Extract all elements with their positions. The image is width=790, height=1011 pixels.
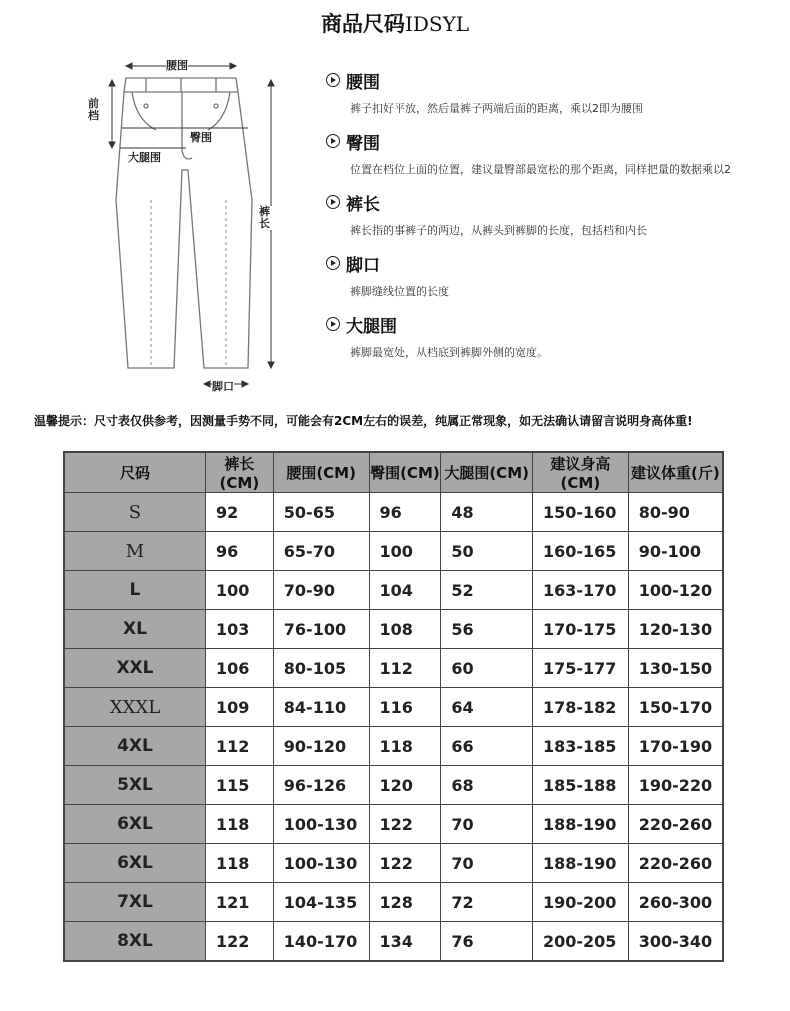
table-row <box>64 805 723 844</box>
guide-title: 大腿围 <box>346 316 397 337</box>
table-cell: 48 <box>441 493 533 532</box>
diagram-label-thigh: 大腿围 <box>128 151 161 164</box>
table-cell: 60 <box>441 649 533 688</box>
table-cell: 120 <box>369 766 441 805</box>
table-cell: 112 <box>369 649 441 688</box>
size-cell: XL <box>64 610 205 649</box>
table-cell: 64 <box>441 688 533 727</box>
column-header: 腰围(CM) <box>273 452 369 493</box>
table-cell: 92 <box>205 493 273 532</box>
table-row <box>64 571 723 610</box>
table-cell: 70 <box>441 805 533 844</box>
page-title <box>0 8 790 38</box>
table-row <box>64 649 723 688</box>
table-cell: 103 <box>205 610 273 649</box>
table-cell: 175-177 <box>533 649 629 688</box>
table-cell: 188-190 <box>533 805 629 844</box>
table-row <box>64 883 723 922</box>
pants-diagram <box>76 50 296 400</box>
size-cell: S <box>64 493 205 532</box>
size-cell: 6XL <box>64 805 205 844</box>
guide-title: 腰围 <box>346 72 380 93</box>
table-cell: 120-130 <box>628 610 723 649</box>
table-cell: 52 <box>441 571 533 610</box>
table-cell: 163-170 <box>533 571 629 610</box>
table-cell: 150-170 <box>628 688 723 727</box>
guide-description: 裤长指的事裤子的两边，从裤头到裤脚的长度，包括档和内长 <box>350 224 647 237</box>
table-cell: 65-70 <box>273 532 369 571</box>
size-cell: 7XL <box>64 883 205 922</box>
table-cell: 118 <box>369 727 441 766</box>
table-cell: 170-190 <box>628 727 723 766</box>
diagram-label-hip: 臀围 <box>190 131 212 144</box>
table-cell: 183-185 <box>533 727 629 766</box>
table-cell: 220-260 <box>628 805 723 844</box>
table-cell: 118 <box>205 805 273 844</box>
table-cell: 130-150 <box>628 649 723 688</box>
column-header: 建议身高(CM) <box>533 452 629 493</box>
table-cell: 122 <box>205 922 273 962</box>
diagram-label-leg-opening: 脚口 <box>212 380 234 393</box>
guide-section <box>326 251 776 299</box>
table-cell: 121 <box>205 883 273 922</box>
column-header: 尺码 <box>64 452 205 493</box>
size-cell: XXXL <box>64 688 205 727</box>
guide-title: 裤长 <box>346 194 380 215</box>
table-cell: 190-200 <box>533 883 629 922</box>
table-cell: 100 <box>369 532 441 571</box>
size-cell: L <box>64 571 205 610</box>
column-header: 臀围(CM) <box>369 452 441 493</box>
table-cell: 70 <box>441 844 533 883</box>
table-row <box>64 922 723 962</box>
size-cell: 8XL <box>64 922 205 962</box>
table-cell: 56 <box>441 610 533 649</box>
guide-description: 裤脚最宽处，从档底到裤脚外侧的宽度。 <box>350 346 548 359</box>
table-cell: 100-120 <box>628 571 723 610</box>
guide-title: 脚口 <box>346 255 380 276</box>
table-cell: 100-130 <box>273 805 369 844</box>
guide-section <box>326 190 776 238</box>
table-cell: 116 <box>369 688 441 727</box>
table-cell: 220-260 <box>628 844 723 883</box>
play-circle-icon <box>326 134 340 148</box>
table-cell: 150-160 <box>533 493 629 532</box>
table-row <box>64 688 723 727</box>
diagram-label-front-rise: 前 档 <box>88 98 102 122</box>
table-cell: 76 <box>441 922 533 962</box>
play-circle-icon <box>326 73 340 87</box>
table-cell: 96 <box>369 493 441 532</box>
table-cell: 122 <box>369 805 441 844</box>
title-text: 商品尺码 <box>320 12 405 36</box>
table-cell: 160-165 <box>533 532 629 571</box>
size-cell: 5XL <box>64 766 205 805</box>
table-cell: 178-182 <box>533 688 629 727</box>
table-cell: 260-300 <box>628 883 723 922</box>
table-cell: 188-190 <box>533 844 629 883</box>
size-cell: 4XL <box>64 727 205 766</box>
table-cell: 70-90 <box>273 571 369 610</box>
table-cell: 90-100 <box>628 532 723 571</box>
table-cell: 140-170 <box>273 922 369 962</box>
guide-description: 位置在档位上面的位置，建议量臀部最宽松的那个距离，同样把量的数据乘以2 <box>350 163 731 176</box>
column-header: 裤长(CM) <box>205 452 273 493</box>
table-cell: 134 <box>369 922 441 962</box>
guide-section <box>326 312 776 360</box>
size-cell: M <box>64 532 205 571</box>
table-cell: 118 <box>205 844 273 883</box>
play-circle-icon <box>326 195 340 209</box>
table-cell: 84-110 <box>273 688 369 727</box>
table-cell: 112 <box>205 727 273 766</box>
table-row <box>64 610 723 649</box>
table-cell: 96-126 <box>273 766 369 805</box>
guide-section <box>326 68 776 116</box>
table-cell: 122 <box>369 844 441 883</box>
play-circle-icon <box>326 317 340 331</box>
size-cell: 6XL <box>64 844 205 883</box>
table-cell: 72 <box>441 883 533 922</box>
table-cell: 104-135 <box>273 883 369 922</box>
diagram-label-waist: 腰围 <box>166 59 188 72</box>
diagram-label-length: 裤 长 <box>259 206 273 230</box>
guide-description: 裤脚缝线位置的长度 <box>350 285 449 298</box>
table-row <box>64 727 723 766</box>
table-cell: 76-100 <box>273 610 369 649</box>
table-cell: 185-188 <box>533 766 629 805</box>
table-row <box>64 766 723 805</box>
table-cell: 108 <box>369 610 441 649</box>
table-cell: 115 <box>205 766 273 805</box>
guide-title: 臀围 <box>346 133 380 154</box>
column-header: 建议体重(斤) <box>628 452 723 493</box>
table-cell: 170-175 <box>533 610 629 649</box>
table-cell: 90-120 <box>273 727 369 766</box>
table-cell: 190-220 <box>628 766 723 805</box>
table-cell: 200-205 <box>533 922 629 962</box>
play-circle-icon <box>326 256 340 270</box>
table-cell: 96 <box>205 532 273 571</box>
table-header-row <box>64 452 723 493</box>
table-cell: 50 <box>441 532 533 571</box>
table-row <box>64 493 723 532</box>
table-cell: 100 <box>205 571 273 610</box>
table-row <box>64 532 723 571</box>
table-cell: 100-130 <box>273 844 369 883</box>
column-header: 大腿围(CM) <box>441 452 533 493</box>
size-table <box>63 451 724 962</box>
table-cell: 68 <box>441 766 533 805</box>
table-cell: 109 <box>205 688 273 727</box>
brand-name: IDSYL <box>404 12 470 36</box>
table-cell: 104 <box>369 571 441 610</box>
table-cell: 106 <box>205 649 273 688</box>
size-cell: XXL <box>64 649 205 688</box>
size-notice: 温馨提示：尺寸表仅供参考，因测量手势不同，可能会有2CM左右的误差，纯属正常现象，如无法确认请留言说明身高体重! <box>34 414 693 428</box>
table-cell: 80-90 <box>628 493 723 532</box>
measurement-guide <box>326 68 776 373</box>
table-row <box>64 844 723 883</box>
table-cell: 66 <box>441 727 533 766</box>
guide-section <box>326 129 776 177</box>
table-cell: 80-105 <box>273 649 369 688</box>
table-cell: 128 <box>369 883 441 922</box>
guide-description: 裤子扣好平放，然后量裤子两端后面的距离，乘以2即为腰围 <box>350 102 643 115</box>
table-cell: 50-65 <box>273 493 369 532</box>
table-cell: 300-340 <box>628 922 723 962</box>
